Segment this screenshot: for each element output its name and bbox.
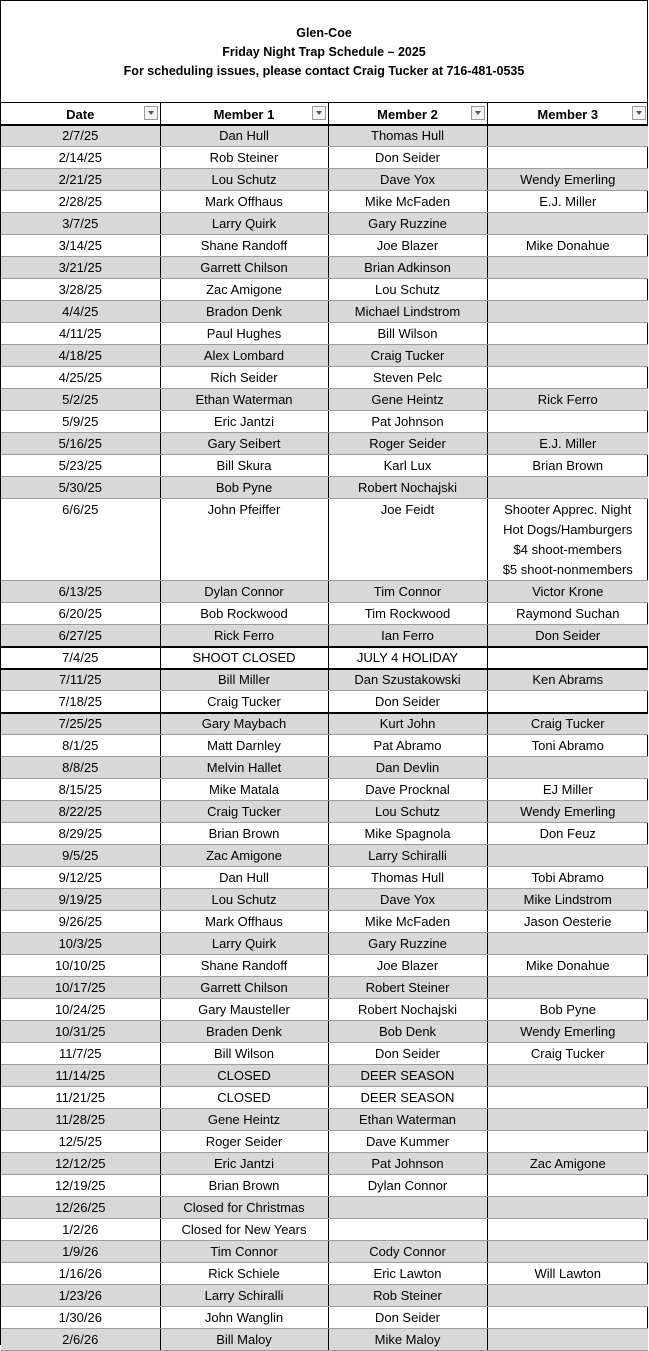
table-row: [1, 1131, 648, 1153]
member1-cell[interactable]: Zac Amigone: [160, 845, 328, 867]
table-row: [1, 411, 648, 433]
member3-cell[interactable]: Zac Amigone: [487, 1153, 648, 1175]
contact-note: For scheduling issues, please contact Craig Tucker at 716-481-0535: [123, 64, 525, 78]
member3-cell[interactable]: [487, 345, 648, 367]
member3-cell[interactable]: Wendy Emerling: [487, 801, 648, 823]
member2-cell[interactable]: Dave Procknal: [328, 779, 487, 801]
member2-cell[interactable]: DEER SEASON: [328, 1065, 487, 1087]
member1-cell[interactable]: Garrett Chilson: [160, 257, 328, 279]
member2-cell[interactable]: Ethan Waterman: [328, 1109, 487, 1131]
member2-cell[interactable]: Don Seider: [328, 1307, 487, 1329]
member2-cell[interactable]: Kurt John: [328, 713, 487, 735]
date-cell[interactable]: 10/31/25: [1, 1021, 160, 1043]
date-cell[interactable]: 2/28/25: [1, 191, 160, 213]
member1-cell[interactable]: Bill Maloy: [160, 1329, 328, 1351]
date-cell[interactable]: 2/21/25: [1, 169, 160, 191]
table-row: [1, 1263, 648, 1285]
member3-cell[interactable]: Craig Tucker: [487, 713, 648, 735]
member3-cell[interactable]: E.J. Miller: [487, 433, 648, 455]
member1-cell[interactable]: Roger Seider: [160, 1131, 328, 1153]
member3-cell[interactable]: [487, 757, 648, 779]
member1-cell[interactable]: Mike Matala: [160, 779, 328, 801]
table-row: [1, 367, 648, 389]
member2-cell[interactable]: [328, 1219, 487, 1241]
date-cell[interactable]: 9/19/25: [1, 889, 160, 911]
member3-cell[interactable]: Rick Ferro: [487, 389, 648, 411]
table-row: [1, 1329, 648, 1351]
member3-cell[interactable]: [487, 279, 648, 301]
table-row: [1, 1087, 648, 1109]
table-row: [1, 779, 648, 801]
table-row: [1, 213, 648, 235]
member1-cell[interactable]: Matt Darnley: [160, 735, 328, 757]
member2-cell[interactable]: Craig Tucker: [328, 345, 487, 367]
member2-cell[interactable]: Don Seider: [328, 691, 487, 713]
date-cell[interactable]: 1/9/26: [1, 1241, 160, 1263]
member1-cell[interactable]: SHOOT CLOSED: [160, 647, 328, 669]
table-row: [1, 603, 648, 625]
member2-cell[interactable]: Dan Szustakowski: [328, 669, 487, 691]
member2-cell[interactable]: Bill Wilson: [328, 323, 487, 345]
member2-cell[interactable]: Robert Nochajski: [328, 477, 487, 499]
member1-cell[interactable]: CLOSED: [160, 1065, 328, 1087]
member2-cell[interactable]: Mike Maloy: [328, 1329, 487, 1351]
member2-cell[interactable]: Tim Connor: [328, 581, 487, 603]
date-cell[interactable]: 7/18/25: [1, 691, 160, 713]
member1-cell[interactable]: Bill Skura: [160, 455, 328, 477]
member1-cell[interactable]: Dylan Connor: [160, 581, 328, 603]
date-cell[interactable]: 3/21/25: [1, 257, 160, 279]
date-cell[interactable]: 3/28/25: [1, 279, 160, 301]
member3-note-line: Hot Dogs/Hamburgers: [503, 522, 633, 537]
table-row: [1, 279, 648, 301]
date-cell[interactable]: 10/10/25: [1, 955, 160, 977]
date-cell[interactable]: 11/14/25: [1, 1065, 160, 1087]
date-cell[interactable]: 9/26/25: [1, 911, 160, 933]
table-row: [1, 477, 648, 499]
member1-cell[interactable]: Brian Brown: [160, 1175, 328, 1197]
member2-cell[interactable]: Gary Ruzzine: [328, 213, 487, 235]
member2-cell[interactable]: Roger Seider: [328, 433, 487, 455]
date-cell[interactable]: 12/12/25: [1, 1153, 160, 1175]
member2-cell[interactable]: Brian Adkinson: [328, 257, 487, 279]
table-row: [1, 1219, 648, 1241]
table-row: [1, 999, 648, 1021]
table-row: [1, 1043, 648, 1065]
chevron-down-icon: [636, 111, 642, 115]
member1-cell[interactable]: Tim Connor: [160, 1241, 328, 1263]
member1-cell[interactable]: Shane Randoff: [160, 235, 328, 257]
table-row: [1, 147, 648, 169]
table-row: [1, 1197, 648, 1219]
table-row: [1, 1307, 648, 1329]
member1-cell[interactable]: Alex Lombard: [160, 345, 328, 367]
member2-cell[interactable]: Gene Heintz: [328, 389, 487, 411]
member3-cell[interactable]: [487, 1065, 648, 1087]
member1-cell[interactable]: Brian Brown: [160, 823, 328, 845]
table-row: [1, 823, 648, 845]
date-cell[interactable]: 3/14/25: [1, 235, 160, 257]
member3-cell[interactable]: [487, 933, 648, 955]
member2-cell[interactable]: Mike McFaden: [328, 191, 487, 213]
filter-dropdown-button[interactable]: [632, 106, 646, 120]
member2-cell[interactable]: DEER SEASON: [328, 1087, 487, 1109]
member2-cell[interactable]: Pat Abramo: [328, 735, 487, 757]
date-cell[interactable]: 6/6/25: [1, 499, 160, 581]
member1-cell[interactable]: Bill Miller: [160, 669, 328, 691]
member3-cell[interactable]: [487, 367, 648, 389]
member2-cell[interactable]: [328, 1197, 487, 1219]
member3-cell[interactable]: Raymond Suchan: [487, 603, 648, 625]
member3-cell[interactable]: [487, 477, 648, 499]
member3-cell[interactable]: [487, 1329, 648, 1351]
date-cell[interactable]: 10/24/25: [1, 999, 160, 1021]
date-cell[interactable]: 7/25/25: [1, 713, 160, 735]
date-cell[interactable]: 2/14/25: [1, 147, 160, 169]
table-row: [1, 1241, 648, 1263]
table-row: [1, 1065, 648, 1087]
filter-dropdown-button[interactable]: [471, 106, 485, 120]
date-cell[interactable]: 11/21/25: [1, 1087, 160, 1109]
member2-cell[interactable]: Michael Lindstrom: [328, 301, 487, 323]
date-cell[interactable]: 8/22/25: [1, 801, 160, 823]
member1-cell[interactable]: Larry Quirk: [160, 933, 328, 955]
member3-cell[interactable]: Craig Tucker: [487, 1043, 648, 1065]
member2-cell[interactable]: Thomas Hull: [328, 125, 487, 147]
date-header-label: Date: [66, 106, 95, 122]
member1-cell[interactable]: Gary Seibert: [160, 433, 328, 455]
member2-cell[interactable]: Ian Ferro: [328, 625, 487, 647]
member3-cell[interactable]: [487, 411, 648, 433]
member3-cell[interactable]: Victor Krone: [487, 581, 648, 603]
schedule-title: Friday Night Trap Schedule – 2025: [222, 45, 426, 59]
member1-cell[interactable]: Craig Tucker: [160, 801, 328, 823]
date-cell[interactable]: 1/23/26: [1, 1285, 160, 1307]
table-row: [1, 955, 648, 977]
member2-cell[interactable]: Joe Blazer: [328, 235, 487, 257]
table-row: [1, 169, 648, 191]
member3-cell[interactable]: Will Lawton: [487, 1263, 648, 1285]
member3-cell[interactable]: [487, 1087, 648, 1109]
member1-cell[interactable]: Paul Hughes: [160, 323, 328, 345]
date-cell[interactable]: 4/18/25: [1, 345, 160, 367]
date-column-header: [1, 103, 160, 125]
table-row: [1, 1175, 648, 1197]
table-row: [1, 125, 648, 147]
member1-cell[interactable]: Shane Randoff: [160, 955, 328, 977]
member3-cell[interactable]: [487, 1131, 648, 1153]
member3-column-header: [487, 103, 648, 125]
header-row: [1, 103, 648, 125]
table-row: [1, 257, 648, 279]
member2-cell[interactable]: Robert Nochajski: [328, 999, 487, 1021]
member1-cell[interactable]: Rick Ferro: [160, 625, 328, 647]
member3-cell[interactable]: [487, 691, 648, 713]
member1-cell[interactable]: Ethan Waterman: [160, 389, 328, 411]
member3-cell[interactable]: Tobi Abramo: [487, 867, 648, 889]
member2-cell[interactable]: Joe Blazer: [328, 955, 487, 977]
member2-cell[interactable]: Joe Feidt: [328, 499, 487, 581]
member3-cell[interactable]: EJ Miller: [487, 779, 648, 801]
date-cell[interactable]: 2/6/26: [1, 1329, 160, 1351]
table-row: [1, 191, 648, 213]
member2-cell[interactable]: Dave Yox: [328, 169, 487, 191]
member1-cell[interactable]: Bob Rockwood: [160, 603, 328, 625]
member1-cell[interactable]: Bob Pyne: [160, 477, 328, 499]
member2-cell[interactable]: Pat Johnson: [328, 411, 487, 433]
date-cell[interactable]: 4/4/25: [1, 301, 160, 323]
date-cell[interactable]: 11/28/25: [1, 1109, 160, 1131]
member3-cell[interactable]: Wendy Emerling: [487, 1021, 648, 1043]
date-cell[interactable]: 12/5/25: [1, 1131, 160, 1153]
table-row: [1, 911, 648, 933]
member3-cell[interactable]: [487, 499, 648, 581]
member1-cell[interactable]: Melvin Hallet: [160, 757, 328, 779]
member2-cell[interactable]: Pat Johnson: [328, 1153, 487, 1175]
table-row: [1, 801, 648, 823]
member3-cell[interactable]: [487, 647, 648, 669]
date-cell[interactable]: 8/29/25: [1, 823, 160, 845]
member1-cell[interactable]: Lou Schutz: [160, 889, 328, 911]
filter-dropdown-button[interactable]: [144, 106, 158, 120]
member1-cell[interactable]: Bill Wilson: [160, 1043, 328, 1065]
member2-cell[interactable]: Larry Schiralli: [328, 845, 487, 867]
member3-cell[interactable]: Toni Abramo: [487, 735, 648, 757]
club-name: Glen-Coe: [296, 26, 352, 40]
member2-cell[interactable]: Don Seider: [328, 147, 487, 169]
schedule-rows: [1, 125, 648, 1351]
date-cell[interactable]: 2/7/25: [1, 125, 160, 147]
date-cell[interactable]: 5/9/25: [1, 411, 160, 433]
member2-cell[interactable]: JULY 4 HOLIDAY: [328, 647, 487, 669]
table-row: [1, 455, 648, 477]
member1-cell[interactable]: Rob Steiner: [160, 147, 328, 169]
member1-cell[interactable]: Eric Jantzi: [160, 411, 328, 433]
member3-cell[interactable]: [487, 1197, 648, 1219]
member2-cell[interactable]: Gary Ruzzine: [328, 933, 487, 955]
member1-cell[interactable]: Zac Amigone: [160, 279, 328, 301]
member2-cell[interactable]: Tim Rockwood: [328, 603, 487, 625]
date-cell[interactable]: 8/1/25: [1, 735, 160, 757]
date-cell[interactable]: 10/17/25: [1, 977, 160, 999]
member2-cell[interactable]: Bob Denk: [328, 1021, 487, 1043]
table-row: [1, 647, 648, 669]
member1-header-label: Member 1: [213, 106, 275, 122]
member1-column-header: [160, 103, 328, 125]
member3-header-label: Member 3: [537, 106, 599, 122]
member3-cell[interactable]: [487, 257, 648, 279]
chevron-down-icon: [475, 111, 481, 115]
member2-header-label: Member 2: [377, 106, 438, 122]
member1-cell[interactable]: Gene Heintz: [160, 1109, 328, 1131]
member3-note-line: $4 shoot-members: [513, 542, 622, 557]
member3-cell[interactable]: Don Feuz: [487, 823, 648, 845]
member1-cell[interactable]: Rich Seider: [160, 367, 328, 389]
member2-cell[interactable]: Robert Steiner: [328, 977, 487, 999]
member2-cell[interactable]: Steven Pelc: [328, 367, 487, 389]
date-cell[interactable]: 1/2/26: [1, 1219, 160, 1241]
table-row: [1, 735, 648, 757]
date-cell[interactable]: 1/16/26: [1, 1263, 160, 1285]
member3-cell[interactable]: [487, 1241, 648, 1263]
date-cell[interactable]: 3/7/25: [1, 213, 160, 235]
member1-cell[interactable]: Dan Hull: [160, 125, 328, 147]
date-cell[interactable]: 7/4/25: [1, 647, 160, 669]
table-row: [1, 235, 648, 257]
date-cell[interactable]: 6/27/25: [1, 625, 160, 647]
member2-cell[interactable]: Eric Lawton: [328, 1263, 487, 1285]
member1-cell[interactable]: Gary Maybach: [160, 713, 328, 735]
table-row: [1, 389, 648, 411]
date-cell[interactable]: 5/16/25: [1, 433, 160, 455]
table-row: [1, 1153, 648, 1175]
member3-cell[interactable]: [487, 147, 648, 169]
member2-cell[interactable]: Mike Spagnola: [328, 823, 487, 845]
table-row: [1, 933, 648, 955]
member1-cell[interactable]: Lou Schutz: [160, 169, 328, 191]
member1-cell[interactable]: CLOSED: [160, 1087, 328, 1109]
table-row: [1, 867, 648, 889]
member2-cell[interactable]: Dave Yox: [328, 889, 487, 911]
table-row: [1, 301, 648, 323]
member3-cell[interactable]: Bob Pyne: [487, 999, 648, 1021]
member3-cell[interactable]: [487, 323, 648, 345]
member2-cell[interactable]: Dylan Connor: [328, 1175, 487, 1197]
member3-cell[interactable]: [487, 1109, 648, 1131]
member3-cell[interactable]: [487, 301, 648, 323]
member3-cell[interactable]: Mike Donahue: [487, 235, 648, 257]
date-cell[interactable]: 11/7/25: [1, 1043, 160, 1065]
member2-cell[interactable]: Dave Kummer: [328, 1131, 487, 1153]
member2-cell[interactable]: Dan Devlin: [328, 757, 487, 779]
member3-cell[interactable]: [487, 845, 648, 867]
member1-cell[interactable]: Larry Quirk: [160, 213, 328, 235]
member1-cell[interactable]: John Wanglin: [160, 1307, 328, 1329]
member2-cell[interactable]: Karl Lux: [328, 455, 487, 477]
member3-cell[interactable]: [487, 977, 648, 999]
table-row: [1, 757, 648, 779]
table-row: [1, 1109, 648, 1131]
member3-cell[interactable]: [487, 1307, 648, 1329]
date-cell[interactable]: 9/5/25: [1, 845, 160, 867]
table-row: [1, 713, 648, 735]
member2-cell[interactable]: Don Seider: [328, 1043, 487, 1065]
member1-cell[interactable]: Closed for Christmas: [160, 1197, 328, 1219]
date-cell[interactable]: 7/11/25: [1, 669, 160, 691]
member2-column-header: [328, 103, 487, 125]
member1-cell[interactable]: Mark Offhaus: [160, 911, 328, 933]
table-row: [1, 581, 648, 603]
date-cell[interactable]: 5/23/25: [1, 455, 160, 477]
member3-cell[interactable]: [487, 1285, 648, 1307]
date-cell[interactable]: 8/8/25: [1, 757, 160, 779]
date-cell[interactable]: 4/25/25: [1, 367, 160, 389]
date-cell[interactable]: 1/30/26: [1, 1307, 160, 1329]
member3-cell[interactable]: [487, 1175, 648, 1197]
member1-cell[interactable]: Larry Schiralli: [160, 1285, 328, 1307]
chevron-down-icon: [148, 111, 154, 115]
member2-cell[interactable]: Cody Connor: [328, 1241, 487, 1263]
member2-cell[interactable]: Lou Schutz: [328, 801, 487, 823]
date-cell[interactable]: 8/15/25: [1, 779, 160, 801]
member1-cell[interactable]: Craig Tucker: [160, 691, 328, 713]
chevron-down-icon: [316, 111, 322, 115]
date-cell[interactable]: 9/12/25: [1, 867, 160, 889]
member1-cell[interactable]: Braden Denk: [160, 1021, 328, 1043]
date-cell[interactable]: 5/30/25: [1, 477, 160, 499]
member1-cell[interactable]: Dan Hull: [160, 867, 328, 889]
table-row: [1, 669, 648, 691]
member3-note-line: $5 shoot-nonmembers: [502, 562, 633, 577]
member3-cell[interactable]: Mike Lindstrom: [487, 889, 648, 911]
table-row: [1, 625, 648, 647]
table-row: [1, 691, 648, 713]
table-row: [1, 433, 648, 455]
table-row: [1, 1021, 648, 1043]
member3-note-line: Shooter Apprec. Night: [504, 502, 632, 517]
date-cell[interactable]: 6/20/25: [1, 603, 160, 625]
member1-cell[interactable]: Closed for New Years: [160, 1219, 328, 1241]
date-cell[interactable]: 10/3/25: [1, 933, 160, 955]
member1-cell[interactable]: Mark Offhaus: [160, 191, 328, 213]
member3-cell[interactable]: Mike Donahue: [487, 955, 648, 977]
date-cell[interactable]: 4/11/25: [1, 323, 160, 345]
member1-cell[interactable]: Gary Mausteller: [160, 999, 328, 1021]
table-row: [1, 499, 648, 581]
member1-cell[interactable]: John Pfeiffer: [160, 499, 328, 581]
member2-cell[interactable]: Lou Schutz: [328, 279, 487, 301]
member3-cell[interactable]: [487, 1219, 648, 1241]
member3-cell[interactable]: Brian Brown: [487, 455, 648, 477]
member3-cell[interactable]: [487, 213, 648, 235]
member3-cell[interactable]: E.J. Miller: [487, 191, 648, 213]
schedule-table: [1, 102, 648, 1351]
table-row: [1, 889, 648, 911]
date-cell[interactable]: 6/13/25: [1, 581, 160, 603]
member3-cell[interactable]: [487, 125, 648, 147]
filter-dropdown-button[interactable]: [312, 106, 326, 120]
date-cell[interactable]: 12/19/25: [1, 1175, 160, 1197]
member1-cell[interactable]: Rick Schiele: [160, 1263, 328, 1285]
date-cell[interactable]: 12/26/25: [1, 1197, 160, 1219]
member1-cell[interactable]: Eric Jantzi: [160, 1153, 328, 1175]
member3-cell[interactable]: Jason Oesterie: [487, 911, 648, 933]
table-row: [1, 323, 648, 345]
table-row: [1, 977, 648, 999]
date-cell[interactable]: 5/2/25: [1, 389, 160, 411]
member2-cell[interactable]: Thomas Hull: [328, 867, 487, 889]
member3-cell[interactable]: Don Seider: [487, 625, 648, 647]
table-row: [1, 845, 648, 867]
member2-cell[interactable]: Mike McFaden: [328, 911, 487, 933]
table-row: [1, 345, 648, 367]
member3-cell[interactable]: Ken Abrams: [487, 669, 648, 691]
member3-cell[interactable]: Wendy Emerling: [487, 169, 648, 191]
table-row: [1, 1285, 648, 1307]
member1-cell[interactable]: Garrett Chilson: [160, 977, 328, 999]
member2-cell[interactable]: Rob Steiner: [328, 1285, 487, 1307]
title-block: [1, 0, 647, 102]
member1-cell[interactable]: Bradon Denk: [160, 301, 328, 323]
